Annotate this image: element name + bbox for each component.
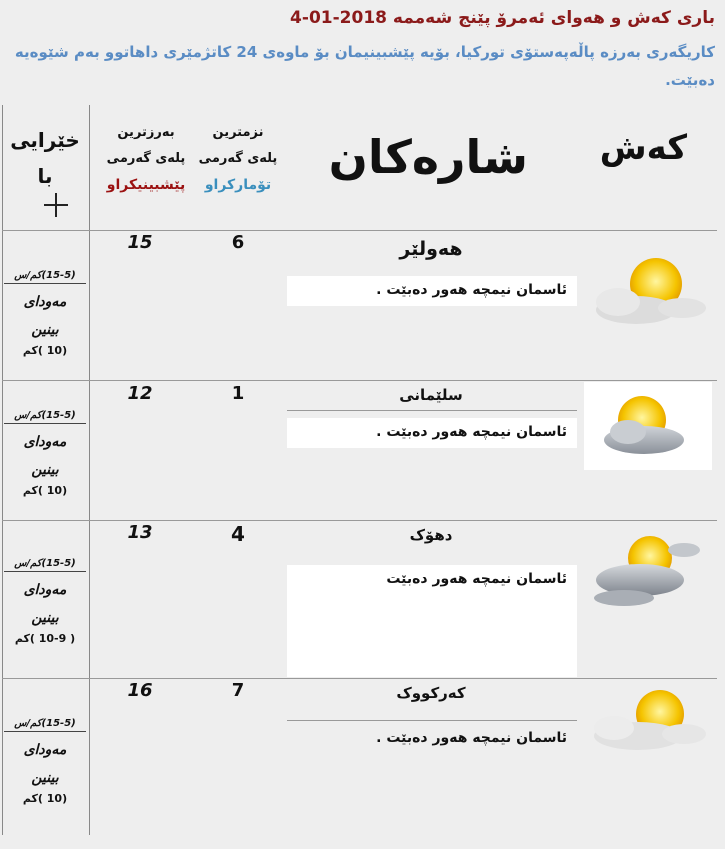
visibility-distance: (10 )کم xyxy=(22,484,68,497)
wind-info xyxy=(4,718,86,805)
header-max-line2: پلەی گەرمی xyxy=(106,151,186,166)
page-edge-left xyxy=(2,105,3,835)
page-subtitle: کاریگەری بەرزە پاڵەپەستۆی تورکیا، بۆیە پێشبینیمان بۆ ماوەی 24 کاتژمێری داهاتوو بەم شێوەیە دەبێت. xyxy=(14,43,715,89)
visibility-label-1: مەودای xyxy=(23,742,67,758)
max-temp: 15 xyxy=(127,232,153,253)
visibility-label-2: بینین xyxy=(31,322,59,338)
city-name: سلێمانی xyxy=(399,386,463,404)
city-name: هەولێر xyxy=(399,238,463,260)
visibility-label-1: مەودای xyxy=(23,294,67,310)
condition-text: ئاسمان نیمچە هەور دەبێت xyxy=(287,565,577,677)
page-title: باری کەش و هەوای ئەمرۆ پێنج شەممە 2018-01-4 xyxy=(290,8,715,28)
city-underline xyxy=(287,410,577,411)
visibility-label-2: بینین xyxy=(31,462,59,478)
city-name: کەرکووک xyxy=(396,684,466,702)
row-divider xyxy=(2,380,717,381)
visibility-distance: (10 )کم xyxy=(22,344,68,357)
min-temp: 1 xyxy=(231,383,245,404)
column-divider-left xyxy=(89,105,90,835)
partly-cloudy-sun-icon xyxy=(584,382,712,472)
city-name: دهۆک xyxy=(409,526,453,544)
row-divider xyxy=(2,230,89,231)
visibility-distance: ( 10-9 )کم xyxy=(14,632,76,645)
visibility-distance: (10 )کم xyxy=(22,792,68,805)
wind-speed: (15-5)کم/س xyxy=(4,410,86,424)
wind-info xyxy=(4,270,86,357)
header-min-line2: پلەی گەرمی xyxy=(198,151,278,166)
max-temp: 13 xyxy=(127,522,153,543)
partly-cloudy-sun-icon xyxy=(584,528,712,618)
header-wind-line1: خێرایی xyxy=(10,128,80,152)
wind-speed: (15-5)کم/س xyxy=(4,718,86,732)
header-max-note: پێشبینیکراو xyxy=(106,177,186,193)
partly-cloudy-sun-icon xyxy=(584,248,712,338)
row-divider xyxy=(2,520,717,521)
partly-cloudy-sun-icon xyxy=(584,680,712,770)
header-min-note: تۆمارکراو xyxy=(204,177,272,193)
wind-speed: (15-5)کم/س xyxy=(4,270,86,284)
wind-speed: (15-5)کم/س xyxy=(4,558,86,572)
row-divider xyxy=(2,678,717,679)
plus-icon xyxy=(44,193,68,217)
max-temp: 12 xyxy=(127,383,153,404)
header-min-temp xyxy=(192,120,284,198)
max-temp: 16 xyxy=(127,680,153,701)
visibility-label-2: بینین xyxy=(31,610,59,626)
min-temp: 7 xyxy=(231,680,245,701)
header-wind-line2: با xyxy=(37,164,53,188)
min-temp: 6 xyxy=(231,232,245,253)
header-max-line1: بەرزترین xyxy=(117,125,175,140)
visibility-label-2: بینین xyxy=(31,770,59,786)
row-divider xyxy=(89,230,717,231)
condition-text: ئاسمان نیمچە هەور دەبێت . xyxy=(376,730,567,746)
header-min-line1: نزمترین xyxy=(212,125,264,140)
header-max-temp xyxy=(100,120,192,198)
min-temp: 4 xyxy=(231,522,245,546)
condition-text: ئاسمان نیمچە هەور دەبێت . xyxy=(287,276,577,306)
city-underline xyxy=(287,720,577,721)
header-cities: شارەکان xyxy=(328,130,528,184)
wind-info xyxy=(4,558,86,645)
header-weather: کەش xyxy=(599,128,687,168)
visibility-label-1: مەودای xyxy=(23,434,67,450)
condition-text: ئاسمان نیمچە هەور دەبێت . xyxy=(287,418,577,448)
header-wind xyxy=(4,122,86,194)
visibility-label-1: مەودای xyxy=(23,582,67,598)
wind-info xyxy=(4,410,86,497)
